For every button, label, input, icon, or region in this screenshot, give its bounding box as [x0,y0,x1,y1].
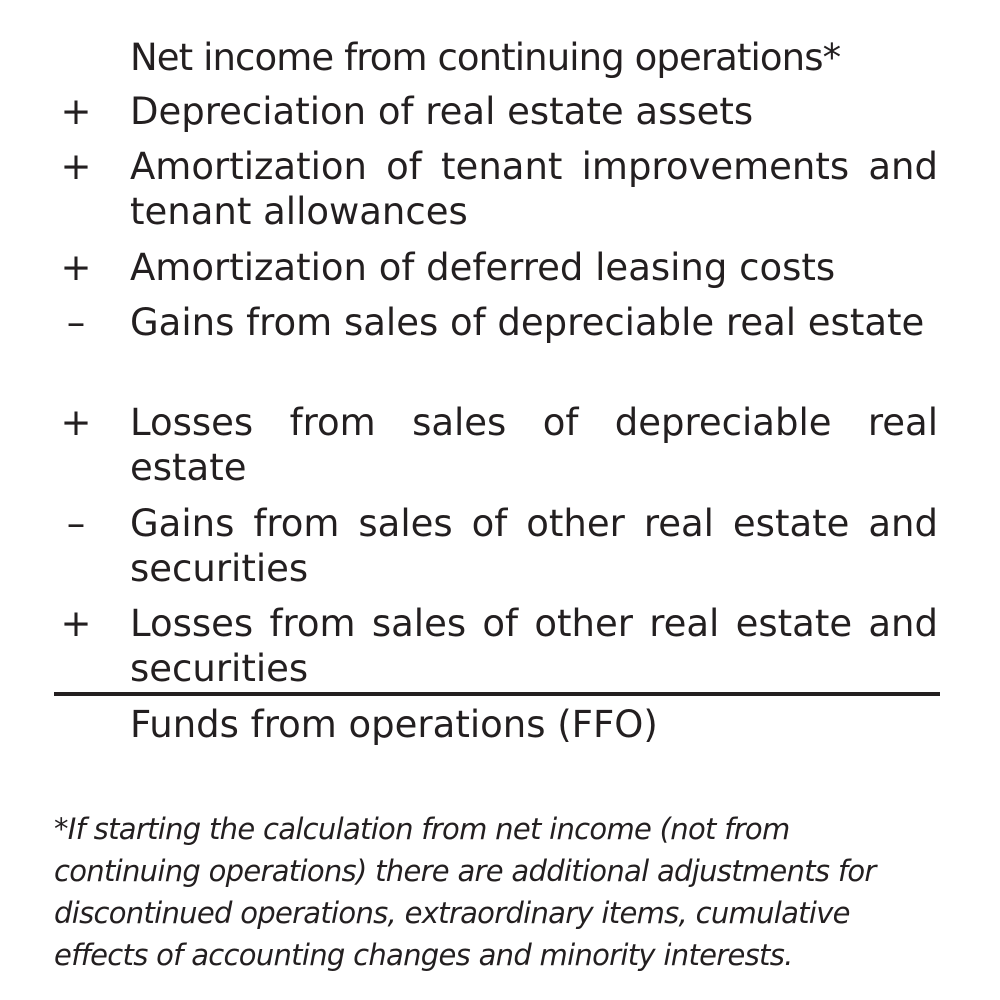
line-operator: – [66,301,86,344]
line-operator: + [60,602,92,645]
footnote [54,808,954,976]
line-label: Depreciation of real estate assets [130,90,754,133]
line-label: Losses from sales of depreciable real estate [130,401,938,489]
line-label: Gains from sales of other real estate and securities [130,502,938,590]
line-operator: + [60,145,92,188]
total-rule [54,692,940,696]
footnote-line: continuing operations) there are additional adjustments for [54,854,876,888]
line-operator: + [60,90,92,133]
footnote-line: effects of accounting changes and minority interests. [54,938,793,972]
line-label: Amortization of deferred leasing costs [130,246,836,289]
footnote-line: discontinued operations, extraordinary items, cumulative [54,896,850,930]
line-label: Net income from continuing operations* [130,36,841,79]
line-operator: – [66,502,86,545]
line-operator: + [60,246,92,289]
result-label: Funds from operations (FFO) [130,703,658,746]
line-label: Gains from sales of depreciable real estate [130,301,925,344]
line-label: Losses from sales of other real estate and securities [130,602,938,690]
footnote-line: *If starting the calculation from net income (not from [54,812,790,846]
line-label: Amortization of tenant improvements and tenant allowances [130,145,938,233]
line-operator: + [60,401,92,444]
